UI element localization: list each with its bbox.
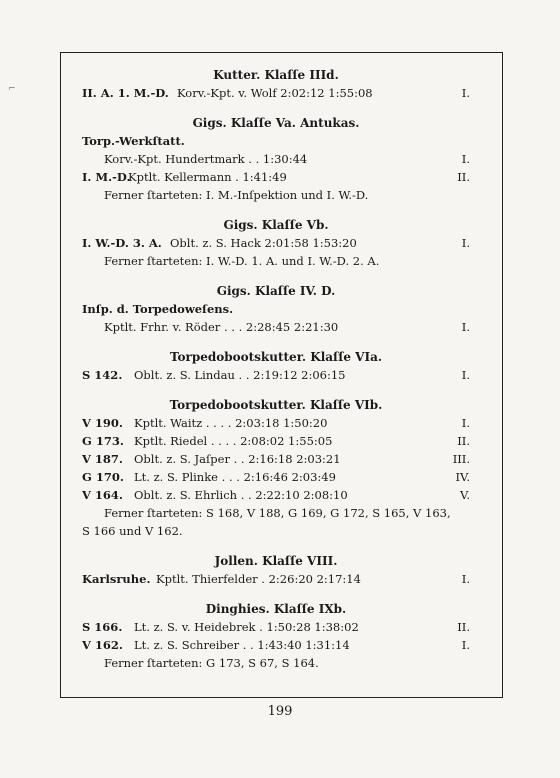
result-row bbox=[82, 468, 470, 486]
also-started-note: Ferner ſtarteten: S 168, V 188, G 169, G 172, S 165, V 163, bbox=[104, 506, 451, 520]
row-text: Lt. z. S. Schreiber . . 1:43:40 1:31:14 bbox=[134, 638, 350, 652]
result-row bbox=[82, 636, 470, 654]
section-heading: Gigs. Klaſſe Vb. bbox=[223, 218, 329, 232]
rank: I. bbox=[461, 368, 470, 382]
margin-mark: ⌐ bbox=[8, 84, 16, 94]
rank: III. bbox=[452, 452, 470, 466]
row-text: Kptlt. Frhr. v. Röder . . . 2:28:45 2:21:30 bbox=[104, 320, 339, 334]
section-heading: Jollen. Klaſſe VIII. bbox=[214, 554, 338, 568]
boat-name: I. M.-D. bbox=[82, 170, 131, 184]
boat-name: V 164. bbox=[82, 488, 123, 502]
result-row bbox=[82, 150, 470, 168]
also-started-note: Ferner ſtarteten: I. M.-Inſpektion und I. W.-D. bbox=[104, 188, 369, 202]
also-started-note: Ferner ſtarteten: I. W.-D. 1. A. und I. W.-D. 2. A. bbox=[104, 254, 380, 268]
result-row bbox=[82, 432, 470, 450]
rank: II. bbox=[457, 170, 470, 184]
boat-name: I. W.-D. 3. A. bbox=[82, 236, 162, 250]
row-text: Oblt. z. S. Jaſper . . 2:16:18 2:03:21 bbox=[134, 452, 341, 466]
row-text: Korv.-Kpt. Hundertmark . . 1:30:44 bbox=[104, 152, 308, 166]
rank: II. bbox=[457, 620, 470, 634]
result-row bbox=[82, 366, 470, 384]
boat-name: V 187. bbox=[82, 452, 123, 466]
page-number: 199 bbox=[267, 704, 293, 719]
section-heading: Gigs. Klaſſe IV. D. bbox=[216, 284, 336, 298]
boat-name: Karlsruhe. bbox=[82, 572, 151, 586]
row-text: Kptlt. Thierfelder . 2:26:20 2:17:14 bbox=[156, 572, 361, 586]
result-row bbox=[82, 414, 470, 432]
row-text: Oblt. z. S. Ehrlich . . 2:22:10 2:08:10 bbox=[134, 488, 348, 502]
row-text: Korv.-Kpt. v. Wolf 2:02:12 1:55:08 bbox=[177, 86, 373, 100]
row-text: Oblt. z. S. Lindau . . 2:19:12 2:06:15 bbox=[134, 368, 346, 382]
rank: I. bbox=[461, 152, 470, 166]
result-row bbox=[82, 450, 470, 468]
row-text: Lt. z. S. Plinke . . . 2:16:46 2:03:49 bbox=[134, 470, 336, 484]
section-subheading: Torp.-Werkſtatt. bbox=[82, 134, 185, 148]
rank: V. bbox=[460, 488, 470, 502]
row-text: Kptlt. Riedel . . . . 2:08:02 1:55:05 bbox=[134, 434, 333, 448]
boat-name: S 142. bbox=[82, 368, 123, 382]
rank: II. bbox=[457, 434, 470, 448]
boat-name: V 162. bbox=[82, 638, 123, 652]
rank: I. bbox=[461, 416, 470, 430]
section-heading: Torpedobootskutter. Klaſſe VIb. bbox=[169, 398, 383, 412]
rank: I. bbox=[461, 320, 470, 334]
rank: I. bbox=[461, 86, 470, 100]
result-row bbox=[82, 234, 470, 252]
section-heading: Gigs. Klaſſe Va. Antukas. bbox=[192, 116, 360, 130]
also-started-note-cont: S 166 und V 162. bbox=[82, 524, 183, 538]
result-row bbox=[82, 84, 470, 102]
result-row bbox=[82, 486, 470, 504]
section-subheading: Inſp. d. Torpedoweſens. bbox=[82, 302, 234, 316]
rank: I. bbox=[461, 638, 470, 652]
row-text: Lt. z. S. v. Heidebrek . 1:50:28 1:38:02 bbox=[134, 620, 359, 634]
result-row bbox=[82, 168, 470, 186]
results-content bbox=[82, 66, 470, 672]
result-row bbox=[82, 570, 470, 588]
rank: I. bbox=[461, 572, 470, 586]
rank: I. bbox=[461, 236, 470, 250]
section-heading: Kutter. Klaſſe IIId. bbox=[213, 68, 339, 82]
result-row bbox=[82, 318, 470, 336]
result-row bbox=[82, 618, 470, 636]
boat-name: S 166. bbox=[82, 620, 123, 634]
boat-name: G 170. bbox=[82, 470, 124, 484]
also-started-note: Ferner ſtarteten: G 173, S 67, S 164. bbox=[104, 656, 319, 670]
boat-name: V 190. bbox=[82, 416, 123, 430]
row-text: Kptlt. Kellermann . 1:41:49 bbox=[128, 170, 287, 184]
section-heading: Dinghies. Klaſſe IXb. bbox=[205, 602, 347, 616]
boat-name: II. A. 1. M.-D. bbox=[82, 86, 169, 100]
row-text: Oblt. z. S. Hack 2:01:58 1:53:20 bbox=[170, 236, 357, 250]
rank: IV. bbox=[455, 470, 470, 484]
section-heading: Torpedobootskutter. Klaſſe VIa. bbox=[169, 350, 383, 364]
row-text: Kptlt. Waitz . . . . 2:03:18 1:50:20 bbox=[134, 416, 328, 430]
boat-name: G 173. bbox=[82, 434, 124, 448]
